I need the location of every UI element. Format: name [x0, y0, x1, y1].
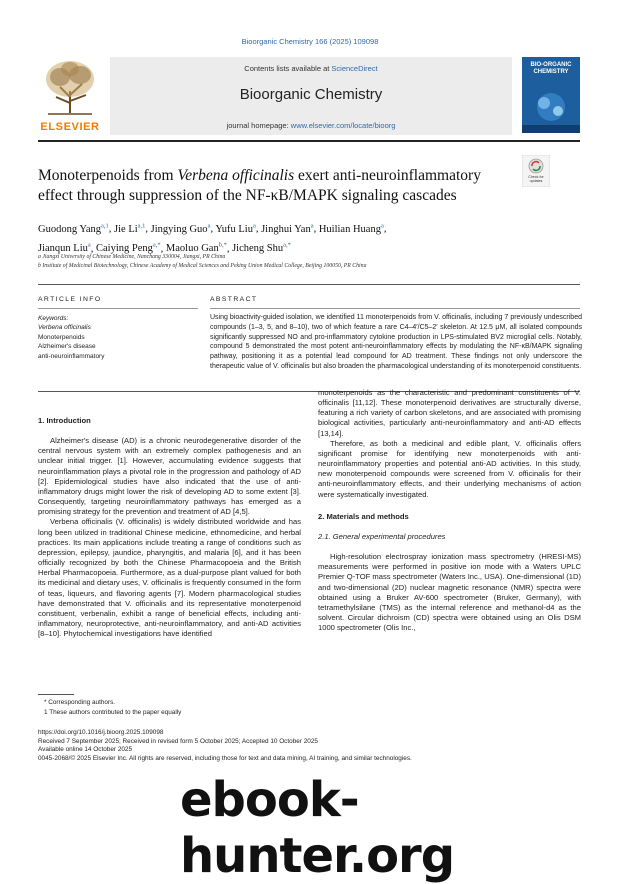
paragraph: Verbena officinalis (V. officinalis) is widely distributed worldwide and has long been utilized in traditional Chinese medicine, ethnomedicine, and herbal practices. Its main applications include treating a range of conditions such as depression, epilepsy, jaundice, pharyngitis, and malaria [6], and it has been officially recognized by both the Chinese Pharmacopoeia and the British Herbal Pharmacopoeia. Furthermore, as a dual-purpose plant valued for both its medicinal and dietary uses, V. officinalis is frequently consumed in the form of teas, liqueurs, and flavoring agents [7]. Modern pharmacological studies have demonstrated that V. officinalis and its representative monoterpenoid constituent, verbenalin, exhibit a range of beneficial effects, including anti-inflammatory, neuroprotective, anti-neuroinflammatory, and anti-AD activities [8–10]. Phytochemical investigations have identified	[38, 517, 301, 639]
footnote-corresponding: * Corresponding authors.	[44, 699, 116, 706]
intro-heading: 1. Introduction	[38, 416, 91, 425]
author[interactable]: Jianqun Liu$^a$	[38, 241, 91, 254]
info-rule	[38, 284, 580, 285]
author[interactable]: Jie Li$^{a,1}$	[114, 222, 146, 235]
keywords-label: Keywords:	[38, 315, 69, 322]
footnote-rule	[38, 694, 74, 695]
homepage-link[interactable]: www.elsevier.com/locate/bioorg	[290, 121, 396, 130]
paragraph: Alzheimer's disease (AD) is a chronic neurodegenerative disorder of the central nervous system with an extremely complex pathogenesis and an unclear initial trigger. [1]. However, accumulating evidence suggests that neuroinflammation plays a pivotal role in the progression and pathology of AD [2]. Epidemiological studies have also indicated that the use of anti-inflammatory drugs might lower the risk of developing AD to some extent [3]. Consequently, targeting neuroinflammatory pathways has emerged as a promising strategy for the prevention and treatment of AD [4,5].	[38, 436, 301, 517]
available-online: Available online 14 October 2025	[38, 746, 133, 753]
header-rule	[38, 140, 580, 142]
author[interactable]: Guodong Yang$^{a,1}$	[38, 222, 109, 235]
left-column	[38, 416, 301, 639]
check-for-updates-badge[interactable]	[522, 155, 550, 187]
abstract-rule	[210, 308, 580, 309]
title-species: Verbena officinalis	[177, 167, 295, 184]
article-info-heading: ARTICLE INFO	[38, 296, 102, 303]
author[interactable]: Yufu Liu$^a$	[215, 222, 256, 235]
title-part-2: exert anti-neuroinflammatory effect through suppression of the NF-κB/MAPK signaling cascades	[38, 167, 481, 204]
paragraph: monoterpenoids as the characteristic and predominant constituents of V. officinalis [11,12]. These monoterpenoid derivatives are structurally diverse, featuring a rich variety of carbon skeletons, and are associated with promising biological activities, particularly anti-neuroinflammatory and anti-AD effects [13,14].	[318, 388, 581, 438]
article-info-rule	[38, 308, 198, 309]
author[interactable]: Caiying Peng$^{a,*}$	[96, 241, 161, 254]
right-column	[318, 388, 581, 633]
journal-title: Bioorganic Chemistry	[239, 86, 383, 103]
publisher-wordmark: ELSEVIER	[40, 121, 100, 133]
section-2-1-heading: 2.1. General experimental procedures	[318, 531, 446, 541]
keyword: Monoterpenoids	[38, 333, 85, 341]
homepage-prefix: journal homepage:	[226, 121, 291, 130]
check-for-updates-label: Check for updates	[528, 175, 544, 183]
section-2-heading: 2. Materials and methods	[318, 511, 409, 521]
author[interactable]: Huilian Huang$^a$	[318, 222, 384, 235]
author[interactable]: Jinghui Yan$^a$	[261, 222, 314, 235]
paragraph: High-resolution electrospray ionization mass spectrometry (HRESI-MS) measurements were performed in positive ion mode with a Waters UPLC Premier Q-TOF mass spectrometer (Waters Inc., USA). One-dimensional (1D) and two-dimensional (2D) nuclear magnetic resonance (NMR) spectra were obtained using a Bruker AV-600 spectrometer (Bruker, Germany), with tetramethylsilane (TMS) as the internal reference and methanol-d4 as the solvent. Circular dichroism (CD) spectra were obtained using an Olis DSM 1000 spectrometer (Olis Inc.,	[318, 552, 581, 633]
author-list: Guodong Yang$^{a,1}$, Jie Li$^{a,1}$, Jingying Guo$^a$, Yufu Liu$^a$, Jinghui Yan$^a$, Huilian Huang$^a$, Jianqun Liu$^a$, Caiying Peng$^{a,*}$, Maoluo Gan$^{b,*}$, Jicheng Shu$^{a,*}$	[38, 222, 387, 254]
journal-reference[interactable]: Bioorganic Chemistry 166 (2025) 109098	[241, 37, 379, 46]
paper-title	[38, 166, 508, 206]
paragraph: Therefore, as both a medicinal and edible plant, V. officinalis offers significant promise for identifying new monoterpenoids with anti-neuroinflammatory properties and potential anti-AD activities. In this study, new monoterpenoid compounds were screened from V. officinalis for their anti-neuroinflammatory effects, and their underlying mechanisms of action were systematically investigated.	[318, 438, 581, 499]
homepage-line	[110, 121, 512, 130]
footnote-equal-contribution: 1 These authors contributed to the paper equally	[44, 709, 182, 716]
cover-title: BIO-ORGANIC CHEMISTRY	[530, 62, 572, 75]
keyword: Alzheimer's disease	[38, 343, 96, 351]
abstract-heading: ABSTRACT	[210, 296, 258, 303]
keywords-block	[38, 314, 104, 361]
author[interactable]: Jingying Guo$^a$	[150, 222, 211, 235]
keyword: Verbena officinalis	[38, 324, 91, 332]
contents-line	[110, 64, 512, 73]
doi-link[interactable]: https://doi.org/10.1016/j.bioorg.2025.109098	[38, 729, 164, 736]
affiliation-a: a Jiangxi University of Chinese Medicine, Nanchang 330004, Jiangxi, PR China	[38, 254, 226, 260]
received-dates: Received 7 September 2025; Received in revised form 5 October 2025; Accepted 10 October 2025	[38, 738, 318, 745]
watermark: ebook-hunter.org	[180, 772, 455, 884]
author[interactable]: Jicheng Shu$^{a,*}$	[232, 241, 291, 254]
contents-prefix: Contents lists available at	[244, 64, 332, 73]
title-part-1: Monoterpenoids from	[38, 167, 178, 184]
author[interactable]: Maoluo Gan$^{b,*}$	[165, 241, 227, 254]
abstract-text: Using bioactivity-guided isolation, we identified 11 monoterpenoids from V. officinalis, including 7 previously undescribed compounds (1–3, 5, and 8–10), two of which feature a rare C4–4′/C5–2′ skeleton. At 12.5 μM, all isolated compounds significantly suppressed NO and pro-inflammatory cytokine production in LPS-stimulated BV2 microglial cells. Notably, compound 5 demonstrated the most potent anti-neuroinflammatory effects by modulating the NF-κB/MAPK signaling pathway, positioning it as a potential lead compound for AD treatment. These findings not only underscore the therapeutic value of V. officinalis but also broaden the pharmacological understanding of its monoterpenoid constituents.	[210, 314, 582, 370]
affiliation-b: b Institute of Medicinal Biotechnology, Chinese Academy of Medical Sciences and Peking Union Medical College, Beijing 100050, PR China	[38, 263, 367, 269]
sciencedirect-link[interactable]: ScienceDirect	[331, 64, 378, 73]
keyword: anti-neuroinflammatory	[38, 352, 105, 360]
copyright: 0045-2068/© 2025 Elsevier Inc. All rights are reserved, including those for text and data mining, AI training, and similar technologies.	[38, 755, 412, 762]
